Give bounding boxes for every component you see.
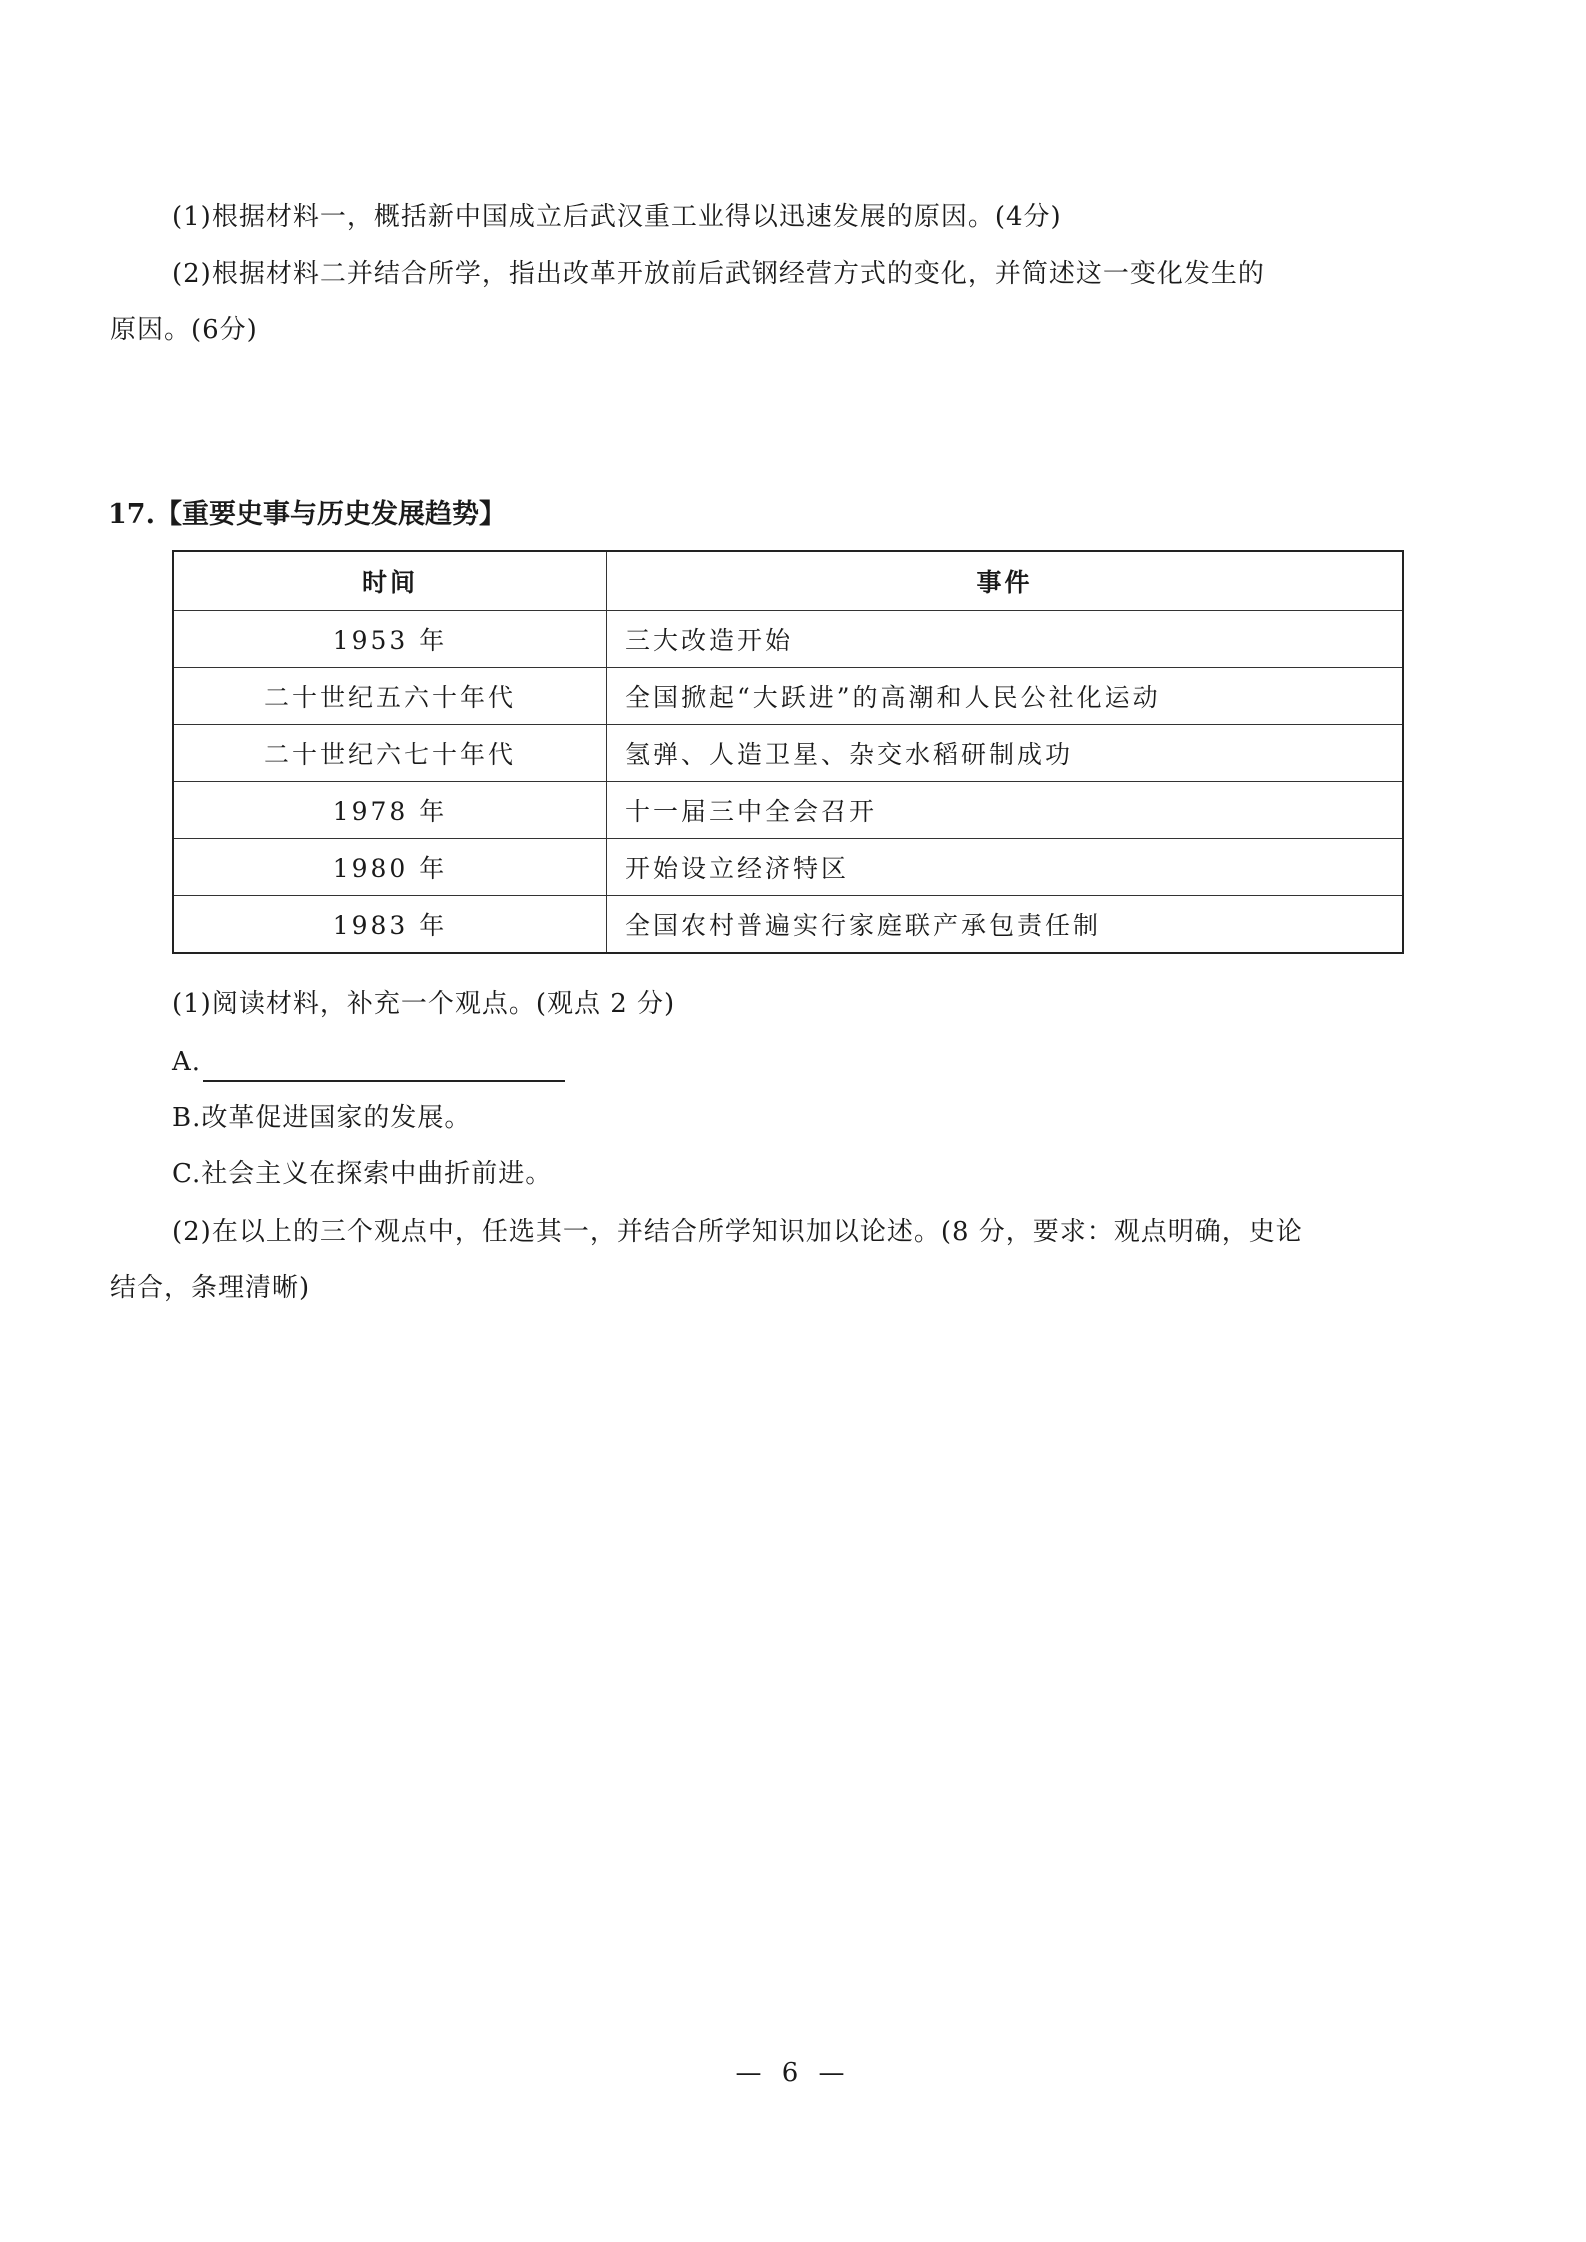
- option-a-label: A.: [172, 1047, 202, 1077]
- row-event: 三大改造开始: [607, 611, 1404, 668]
- q16-part2-line2: 原因。(6分): [110, 315, 258, 345]
- q17-option-c: C.社会主义在探索中曲折前进。: [172, 1159, 553, 1189]
- events-table: [172, 550, 1404, 954]
- q17-part2-line1: (2)在以上的三个观点中，任选其一，并结合所学知识加以论述。(8 分，要求：观点明确，史论: [172, 1217, 1303, 1247]
- q16-part1: (1)根据材料一，概括新中国成立后武汉重工业得以迅速发展的原因。(4分): [172, 202, 1062, 232]
- header-event: 事件: [607, 551, 1404, 611]
- row-time: 二十世纪六七十年代: [173, 725, 607, 782]
- table-row: [173, 668, 1403, 725]
- row-event: 全国农村普遍实行家庭联产承包责任制: [607, 896, 1404, 954]
- q17-heading: 17.【重要史事与历史发展趋势】: [108, 499, 506, 530]
- table-row: [173, 611, 1403, 668]
- table-row: [173, 839, 1403, 896]
- row-time: 1983 年: [173, 896, 607, 954]
- header-time: 时间: [173, 551, 607, 611]
- q17-option-a: [172, 1042, 565, 1082]
- answer-blank[interactable]: [203, 1050, 565, 1082]
- q16-part2-line1: (2)根据材料二并结合所学，指出改革开放前后武钢经营方式的变化，并简述这一变化发生的: [172, 259, 1265, 289]
- row-time: 二十世纪五六十年代: [173, 668, 607, 725]
- row-time: 1953 年: [173, 611, 607, 668]
- row-event: 氢弹、人造卫星、杂交水稻研制成功: [607, 725, 1404, 782]
- q17-option-b: B.改革促进国家的发展。: [172, 1103, 472, 1133]
- row-event: 全国掀起“大跃进”的高潮和人民公社化运动: [607, 668, 1404, 725]
- q17-part1: (1)阅读材料，补充一个观点。(观点 2 分): [172, 989, 676, 1019]
- q17-part2-line2: 结合，条理清晰): [110, 1273, 311, 1303]
- table-header-row: [173, 551, 1403, 611]
- row-time: 1978 年: [173, 782, 607, 839]
- row-time: 1980 年: [173, 839, 607, 896]
- page-number: — 6 —: [735, 2058, 851, 2088]
- table-row: [173, 725, 1403, 782]
- row-event: 十一届三中全会召开: [607, 782, 1404, 839]
- table-row: [173, 896, 1403, 954]
- row-event: 开始设立经济特区: [607, 839, 1404, 896]
- table-row: [173, 782, 1403, 839]
